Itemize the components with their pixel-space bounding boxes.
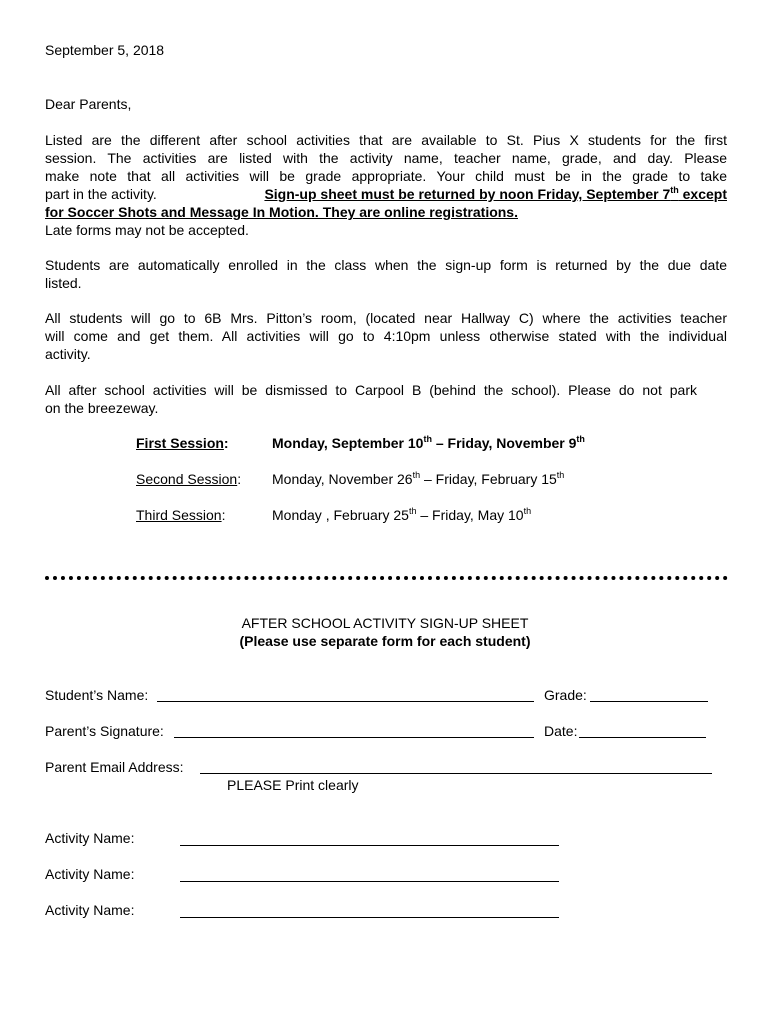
- deadline-text: Sign-up sheet must be returned by noon Friday, September 7: [264, 186, 671, 202]
- third-session-dates: Monday , February 25th – Friday, May 10th: [272, 506, 532, 523]
- intro-line: Listed are the different after school activities that are available to St. Pius X students for the first: [45, 132, 727, 148]
- location-line: All students will go to 6B Mrs. Pitton’s room, (located near Hallway C) where the activities teacher: [45, 310, 727, 326]
- first-session-label: First Session:: [136, 435, 229, 451]
- deadline-notice: [264, 185, 727, 203]
- student-name-label: Student’s Name:: [45, 687, 149, 703]
- location-line: activity.: [45, 346, 91, 362]
- location-paragraph: [45, 309, 727, 363]
- date-field[interactable]: [579, 737, 706, 738]
- activity-name-label: Activity Name:: [45, 830, 135, 846]
- activity-name-label: Activity Name:: [45, 902, 135, 918]
- intro-line: make note that all activities will be grade appropriate. Your child must be in the grade to take: [45, 168, 727, 184]
- third-session-label: Third Session:: [136, 507, 226, 523]
- print-clearly-note: PLEASE Print clearly: [227, 777, 359, 793]
- letter-greeting: Dear Parents,: [45, 96, 132, 112]
- intro-paragraph: [45, 131, 727, 239]
- form-subtitle: (Please use separate form for each student): [239, 633, 531, 649]
- dismissal-line: All after school activities will be dismissed to Carpool B (behind the school). Please do not park: [45, 382, 697, 398]
- intro-line: session. The activities are listed with the activity name, teacher name, grade, and day. Please: [45, 150, 727, 166]
- enrollment-line: Students are automatically enrolled in the class when the sign-up form is returned by the due date: [45, 257, 727, 273]
- grade-field[interactable]: [590, 701, 708, 702]
- intro-line: [45, 185, 727, 203]
- dismissal-line: on the breezeway.: [45, 400, 159, 416]
- dismissal-paragraph: [45, 381, 727, 417]
- online-registration-notice: for Soccer Shots and Message In Motion. They are online registrations.: [45, 204, 518, 220]
- activity-name-field[interactable]: [180, 845, 559, 846]
- ordinal-suffix: th: [670, 185, 679, 195]
- form-title: AFTER SCHOOL ACTIVITY SIGN-UP SHEET: [241, 615, 529, 631]
- deadline-text-end: except: [678, 186, 727, 202]
- first-session-dates: Monday, September 10th – Friday, November 9th: [272, 434, 585, 451]
- parent-signature-label: Parent’s Signature:: [45, 723, 164, 739]
- student-name-field[interactable]: [157, 701, 534, 702]
- date-label: Date:: [544, 723, 578, 739]
- second-session-dates: Monday, November 26th – Friday, February 15th: [272, 470, 565, 487]
- intro-text: part in the activity.: [45, 186, 157, 202]
- parent-signature-field[interactable]: [174, 737, 534, 738]
- location-line: will come and get them. All activities will go to 4:10pm unless otherwise stated with the individual: [45, 328, 727, 344]
- letter-date: September 5, 2018: [45, 42, 165, 58]
- parent-email-label: Parent Email Address:: [45, 759, 184, 775]
- enrollment-paragraph: [45, 256, 727, 292]
- grade-label: Grade:: [544, 687, 587, 703]
- enrollment-line: listed.: [45, 275, 82, 291]
- second-session-label: Second Session:: [136, 471, 242, 487]
- activity-name-field[interactable]: [180, 881, 559, 882]
- activity-name-field[interactable]: [180, 917, 559, 918]
- late-forms-note: Late forms may not be accepted.: [45, 222, 249, 238]
- cut-line-divider: [45, 576, 728, 580]
- parent-email-field[interactable]: [200, 773, 712, 774]
- activity-name-label: Activity Name:: [45, 866, 135, 882]
